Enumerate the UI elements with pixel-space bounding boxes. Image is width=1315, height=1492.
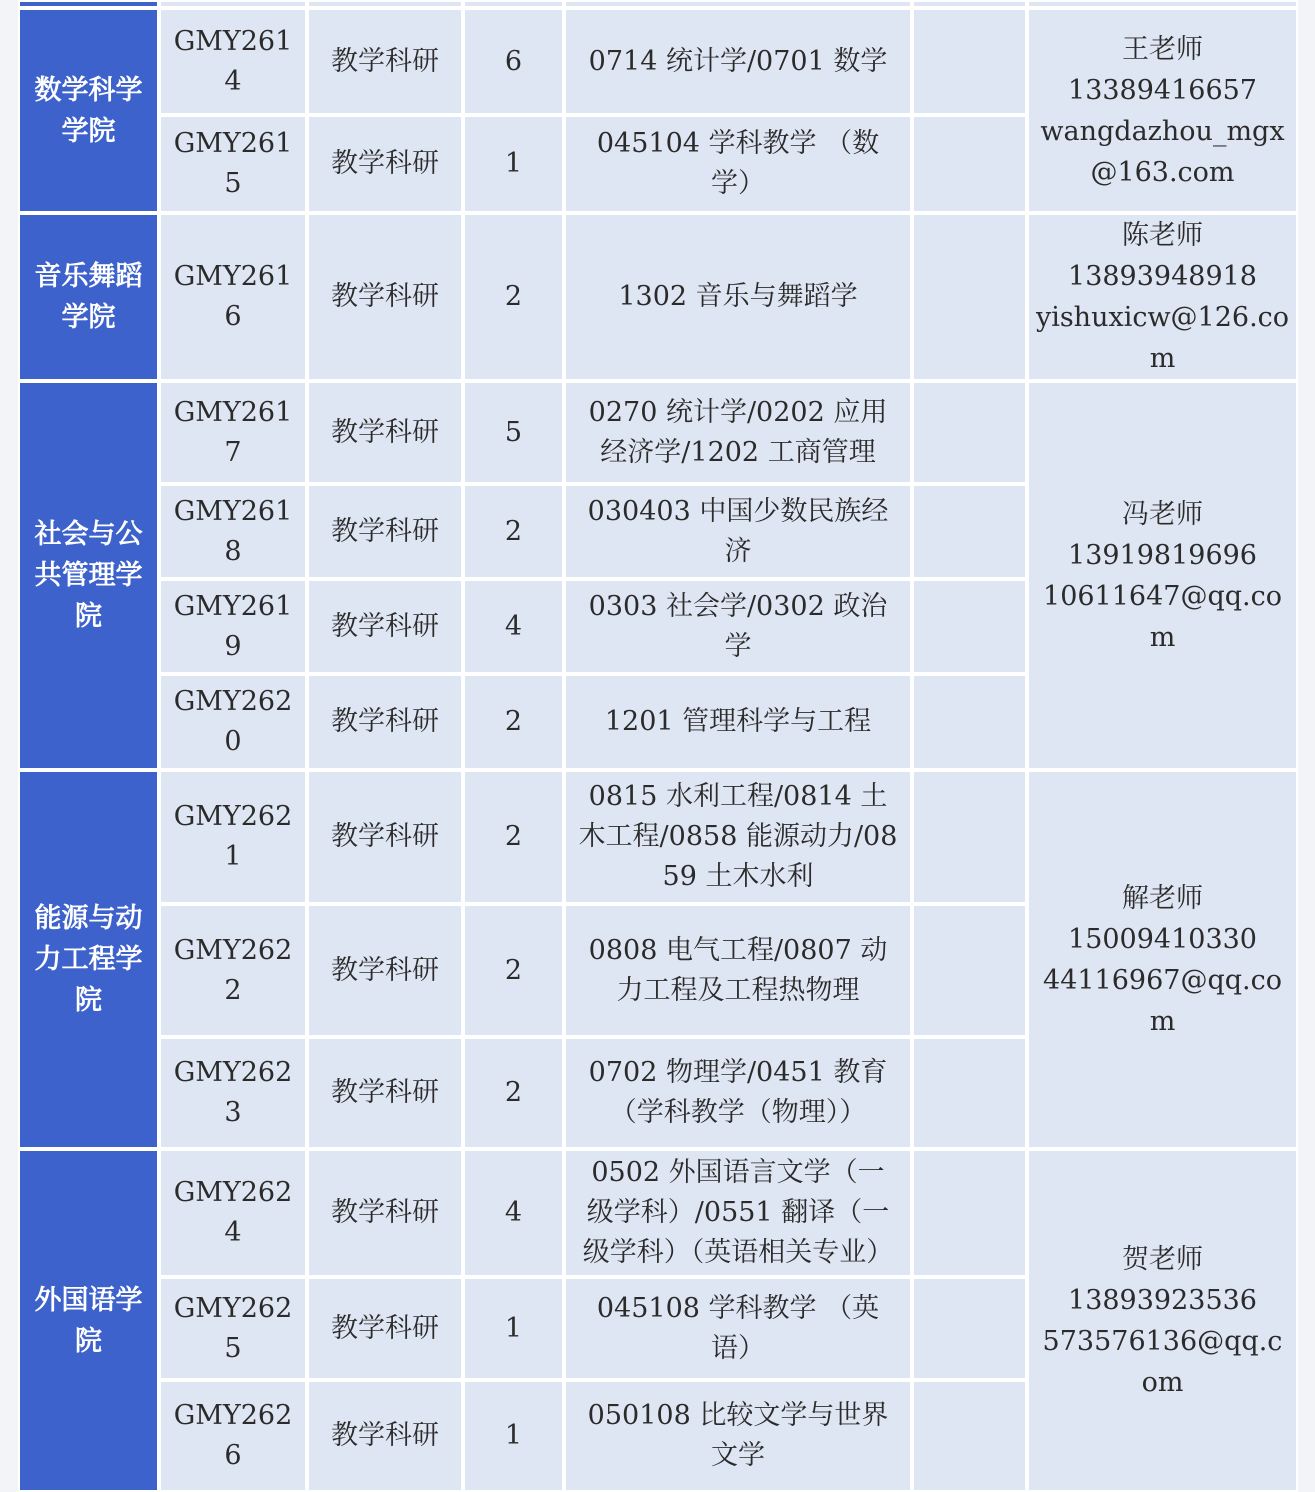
empty-cell: [912, 1277, 1027, 1380]
empty-cell: [912, 8, 1027, 115]
position-type-cell: 教学科研: [307, 1037, 463, 1149]
position-code-cell: GMY2623: [159, 1037, 307, 1149]
position-code-cell: GMY2626: [159, 1380, 307, 1492]
major-cell: 045104 学科教学 （数学）: [564, 115, 912, 213]
empty-cell: [912, 484, 1027, 579]
empty-cell: [912, 904, 1027, 1037]
headcount-cell: 2: [463, 770, 564, 904]
contact-name: 王老师: [1122, 33, 1203, 65]
contact-cell: [1027, 381, 1298, 770]
table-body: [18, 0, 1298, 1492]
college-cell: 数学科学学院: [18, 8, 159, 213]
empty-cell: [912, 213, 1027, 381]
headcount-cell: 4: [463, 1149, 564, 1277]
position-code-cell: GMY2618: [159, 484, 307, 579]
college-cell: 外国语学院: [18, 1149, 159, 1492]
position-code-cell: GMY2614: [159, 8, 307, 115]
major-cell: 0303 社会学/0302 政治学: [564, 579, 912, 674]
position-code-cell: GMY2615: [159, 115, 307, 213]
major-cell: 1201 管理科学与工程: [564, 674, 912, 770]
empty-cell: [564, 0, 912, 8]
college-cell: 社会与公共管理学院: [18, 381, 159, 770]
major-cell: 0270 统计学/0202 应用经济学/1202 工商管理: [564, 381, 912, 484]
headcount-cell: 4: [463, 579, 564, 674]
contact-cell: [1027, 8, 1298, 213]
contact-phone: 13893948918: [1068, 261, 1257, 292]
position-type-cell: 教学科研: [307, 1380, 463, 1492]
contact-phone: 13389416657: [1068, 74, 1257, 106]
major-cell: 1302 音乐与舞蹈学: [564, 213, 912, 381]
recruitment-table: [18, 0, 1298, 1492]
empty-cell: [912, 1149, 1027, 1277]
empty-cell: [159, 0, 307, 8]
table-row: [18, 770, 1298, 904]
major-cell: 0808 电气工程/0807 动力工程及工程热物理: [564, 904, 912, 1037]
position-type-cell: 教学科研: [307, 8, 463, 115]
position-type-cell: 教学科研: [307, 381, 463, 484]
major-cell: 045108 学科教学 （英语）: [564, 1277, 912, 1380]
major-cell: 0714 统计学/0701 数学: [564, 8, 912, 115]
contact-email: wangdazhou_mgx@163.com: [1040, 115, 1285, 188]
position-code-cell: GMY2619: [159, 579, 307, 674]
headcount-cell: 2: [463, 484, 564, 579]
position-type-cell: 教学科研: [307, 674, 463, 770]
headcount-cell: 2: [463, 674, 564, 770]
empty-cell: [463, 0, 564, 8]
table-row: [18, 1149, 1298, 1277]
contact-name: 陈老师: [1122, 220, 1203, 251]
contact-cell: [1027, 213, 1298, 381]
position-type-cell: 教学科研: [307, 213, 463, 381]
contact-name: 贺老师: [1122, 1243, 1203, 1275]
college-cell: 能源与动力工程学院: [18, 770, 159, 1149]
contact-email: 10611647@qq.com: [1043, 580, 1282, 653]
position-code-cell: GMY2621: [159, 770, 307, 904]
empty-cell: [912, 770, 1027, 904]
position-type-cell: 教学科研: [307, 1149, 463, 1277]
position-type-cell: 教学科研: [307, 904, 463, 1037]
empty-cell: [912, 0, 1027, 8]
contact-email: 573576136@qq.com: [1042, 1325, 1283, 1398]
table-row: [18, 8, 1298, 115]
major-cell: 030403 中国少数民族经济: [564, 484, 912, 579]
position-code-cell: GMY2625: [159, 1277, 307, 1380]
empty-cell: [18, 0, 159, 8]
contact-name: 解老师: [1122, 882, 1203, 914]
headcount-cell: 1: [463, 1380, 564, 1492]
position-type-cell: 教学科研: [307, 770, 463, 904]
headcount-cell: 1: [463, 115, 564, 213]
major-cell: 050108 比较文学与世界文学: [564, 1380, 912, 1492]
headcount-cell: 5: [463, 381, 564, 484]
headcount-cell: 2: [463, 1037, 564, 1149]
empty-cell: [912, 1380, 1027, 1492]
position-code-cell: GMY2616: [159, 213, 307, 381]
position-code-cell: GMY2624: [159, 1149, 307, 1277]
table-row: [18, 213, 1298, 381]
headcount-cell: 2: [463, 904, 564, 1037]
contact-phone: 15009410330: [1068, 923, 1257, 955]
major-cell: 0702 物理学/0451 教育（学科教学（物理））: [564, 1037, 912, 1149]
headcount-cell: 2: [463, 213, 564, 381]
contact-email: 44116967@qq.com: [1043, 964, 1282, 1037]
position-type-cell: 教学科研: [307, 115, 463, 213]
table-row: [18, 381, 1298, 484]
college-cell: 音乐舞蹈学院: [18, 213, 159, 381]
headcount-cell: 6: [463, 8, 564, 115]
major-cell: 0815 水利工程/0814 土木工程/0858 能源动力/0859 土木水利: [564, 770, 912, 904]
contact-cell: [1027, 770, 1298, 1149]
empty-cell: [912, 579, 1027, 674]
empty-cell: [912, 1037, 1027, 1149]
headcount-cell: 1: [463, 1277, 564, 1380]
position-type-cell: 教学科研: [307, 579, 463, 674]
contact-cell: [1027, 1149, 1298, 1492]
contact-phone: 13919819696: [1068, 539, 1257, 571]
empty-cell: [912, 115, 1027, 213]
position-code-cell: GMY2622: [159, 904, 307, 1037]
position-code-cell: GMY2617: [159, 381, 307, 484]
contact-email: yishuxicw@126.com: [1035, 302, 1290, 374]
empty-cell: [307, 0, 463, 8]
empty-cell: [1027, 0, 1298, 8]
empty-cell: [912, 674, 1027, 770]
major-cell: 0502 外国语言文学（一级学科）/0551 翻译（一级学科）（英语相关专业）: [564, 1149, 912, 1277]
cut-off-row: [18, 0, 1298, 8]
position-type-cell: 教学科研: [307, 484, 463, 579]
position-type-cell: 教学科研: [307, 1277, 463, 1380]
empty-cell: [912, 381, 1027, 484]
position-code-cell: GMY2620: [159, 674, 307, 770]
contact-phone: 13893923536: [1068, 1284, 1257, 1316]
contact-name: 冯老师: [1122, 498, 1203, 530]
